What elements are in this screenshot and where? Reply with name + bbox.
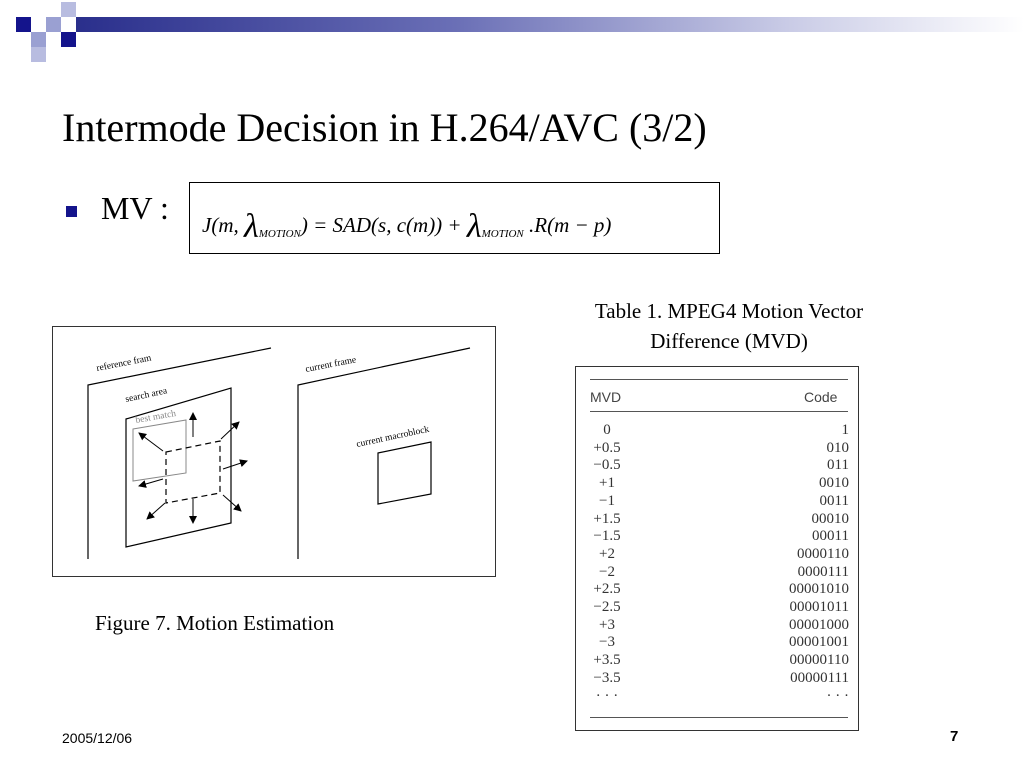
decor-square — [16, 17, 31, 32]
table-cell-mvd: 0 — [603, 422, 611, 438]
motion-estimation-diagram — [53, 327, 497, 578]
formula-box — [189, 182, 720, 254]
decor-square — [31, 32, 46, 47]
table-cell-mvd: · · · — [595, 687, 619, 704]
table-rule-bottom — [590, 717, 848, 718]
table-cell-mvd: +3 — [599, 616, 615, 633]
table-caption: Table 1. MPEG4 Motion Vector Difference (MVD) — [594, 299, 864, 353]
formula-mid: ) = SAD(s, c(m)) + — [300, 213, 467, 237]
table-cell-code: 00000110 — [789, 652, 849, 669]
lambda-subscript: MOTION — [481, 228, 524, 241]
table-cell-mvd: −0.5 — [593, 457, 621, 474]
best-match-label: best match — [134, 409, 177, 426]
best-match-box — [133, 420, 186, 481]
table-cell-code: 00010 — [811, 510, 849, 527]
formula-lhs: J(m, — [202, 213, 244, 237]
bullet-label: MV : — [101, 190, 169, 226]
table-cell-code: 011 — [827, 457, 849, 474]
bullet-icon — [66, 206, 77, 217]
table-cell-code: 0011 — [819, 492, 849, 509]
table-cell-mvd: −3 — [599, 634, 615, 651]
table-cell-mvd: −2.5 — [593, 599, 621, 615]
decor-square — [46, 17, 61, 32]
formula-rhs: .R(m − p) — [523, 213, 612, 237]
decor-square — [31, 47, 46, 62]
table-cell-mvd: +3.5 — [593, 652, 621, 669]
lambda-symbol: λ — [243, 208, 259, 245]
table-cell-mvd: −2 — [599, 563, 615, 580]
table-cell-mvd: +2.5 — [593, 581, 621, 598]
table-cell-code: 1 — [841, 422, 849, 438]
page-number: 7 — [950, 728, 959, 745]
table-cell-code: 00000111 — [790, 669, 849, 686]
table-cell-code: 00011 — [812, 528, 849, 545]
current-frame-outline — [298, 348, 470, 559]
current-macroblock-box — [378, 442, 431, 504]
table-cell-code: 00001001 — [789, 634, 849, 651]
table-cell-mvd: −1 — [599, 492, 615, 509]
table-cell-mvd: +1.5 — [593, 510, 621, 527]
search-arrow — [139, 433, 163, 451]
table-header-code: Code — [804, 389, 838, 405]
table-cell-code: 00001000 — [789, 616, 849, 633]
current-frame-label: current frame — [304, 355, 358, 375]
table-cell-code: 010 — [826, 439, 849, 456]
table-cell-code: · · · — [826, 687, 849, 704]
table-cell-code: 0010 — [819, 475, 849, 492]
search-area-outline — [126, 388, 231, 547]
title-decor-bar — [76, 17, 1024, 32]
table-cell-code: 00001011 — [789, 599, 849, 615]
dashed-block — [166, 441, 220, 503]
table-cell-code: 00001010 — [789, 581, 849, 598]
search-arrow — [223, 495, 241, 511]
table-rule-top — [590, 379, 848, 380]
reference-frame-label: reference fram — [95, 353, 153, 374]
slide-date: 2005/12/06 — [62, 730, 133, 746]
table-cell-mvd: −3.5 — [593, 669, 621, 686]
current-macroblock-label: current macroblock — [355, 424, 431, 450]
slide-title: Intermode Decision in H.264/AVC (3/2) — [62, 105, 707, 150]
motion-estimation-figure — [52, 326, 496, 577]
table-cell-mvd: +2 — [599, 545, 615, 562]
search-arrow — [223, 461, 247, 469]
table-cell-code: 0000111 — [797, 563, 849, 580]
table-header-mvd: MVD — [590, 389, 622, 405]
search-arrow — [147, 503, 165, 519]
reference-frame-outline — [88, 348, 271, 559]
decor-square — [61, 32, 76, 47]
search-arrow — [221, 422, 239, 439]
decor-square — [61, 2, 76, 17]
cost-formula — [202, 203, 612, 245]
lambda-symbol: λ — [466, 208, 482, 245]
table-rule-header — [590, 411, 848, 412]
table-cell-mvd: −1.5 — [593, 528, 621, 545]
table-cell-mvd: +0.5 — [593, 439, 621, 456]
search-area-label: search area — [124, 386, 169, 405]
figure-caption: Figure 7. Motion Estimation — [95, 611, 335, 635]
lambda-subscript: MOTION — [258, 228, 301, 241]
table-cell-mvd: +1 — [599, 475, 615, 492]
table-cell-code: 0000110 — [797, 545, 849, 562]
mvd-table — [575, 366, 859, 731]
